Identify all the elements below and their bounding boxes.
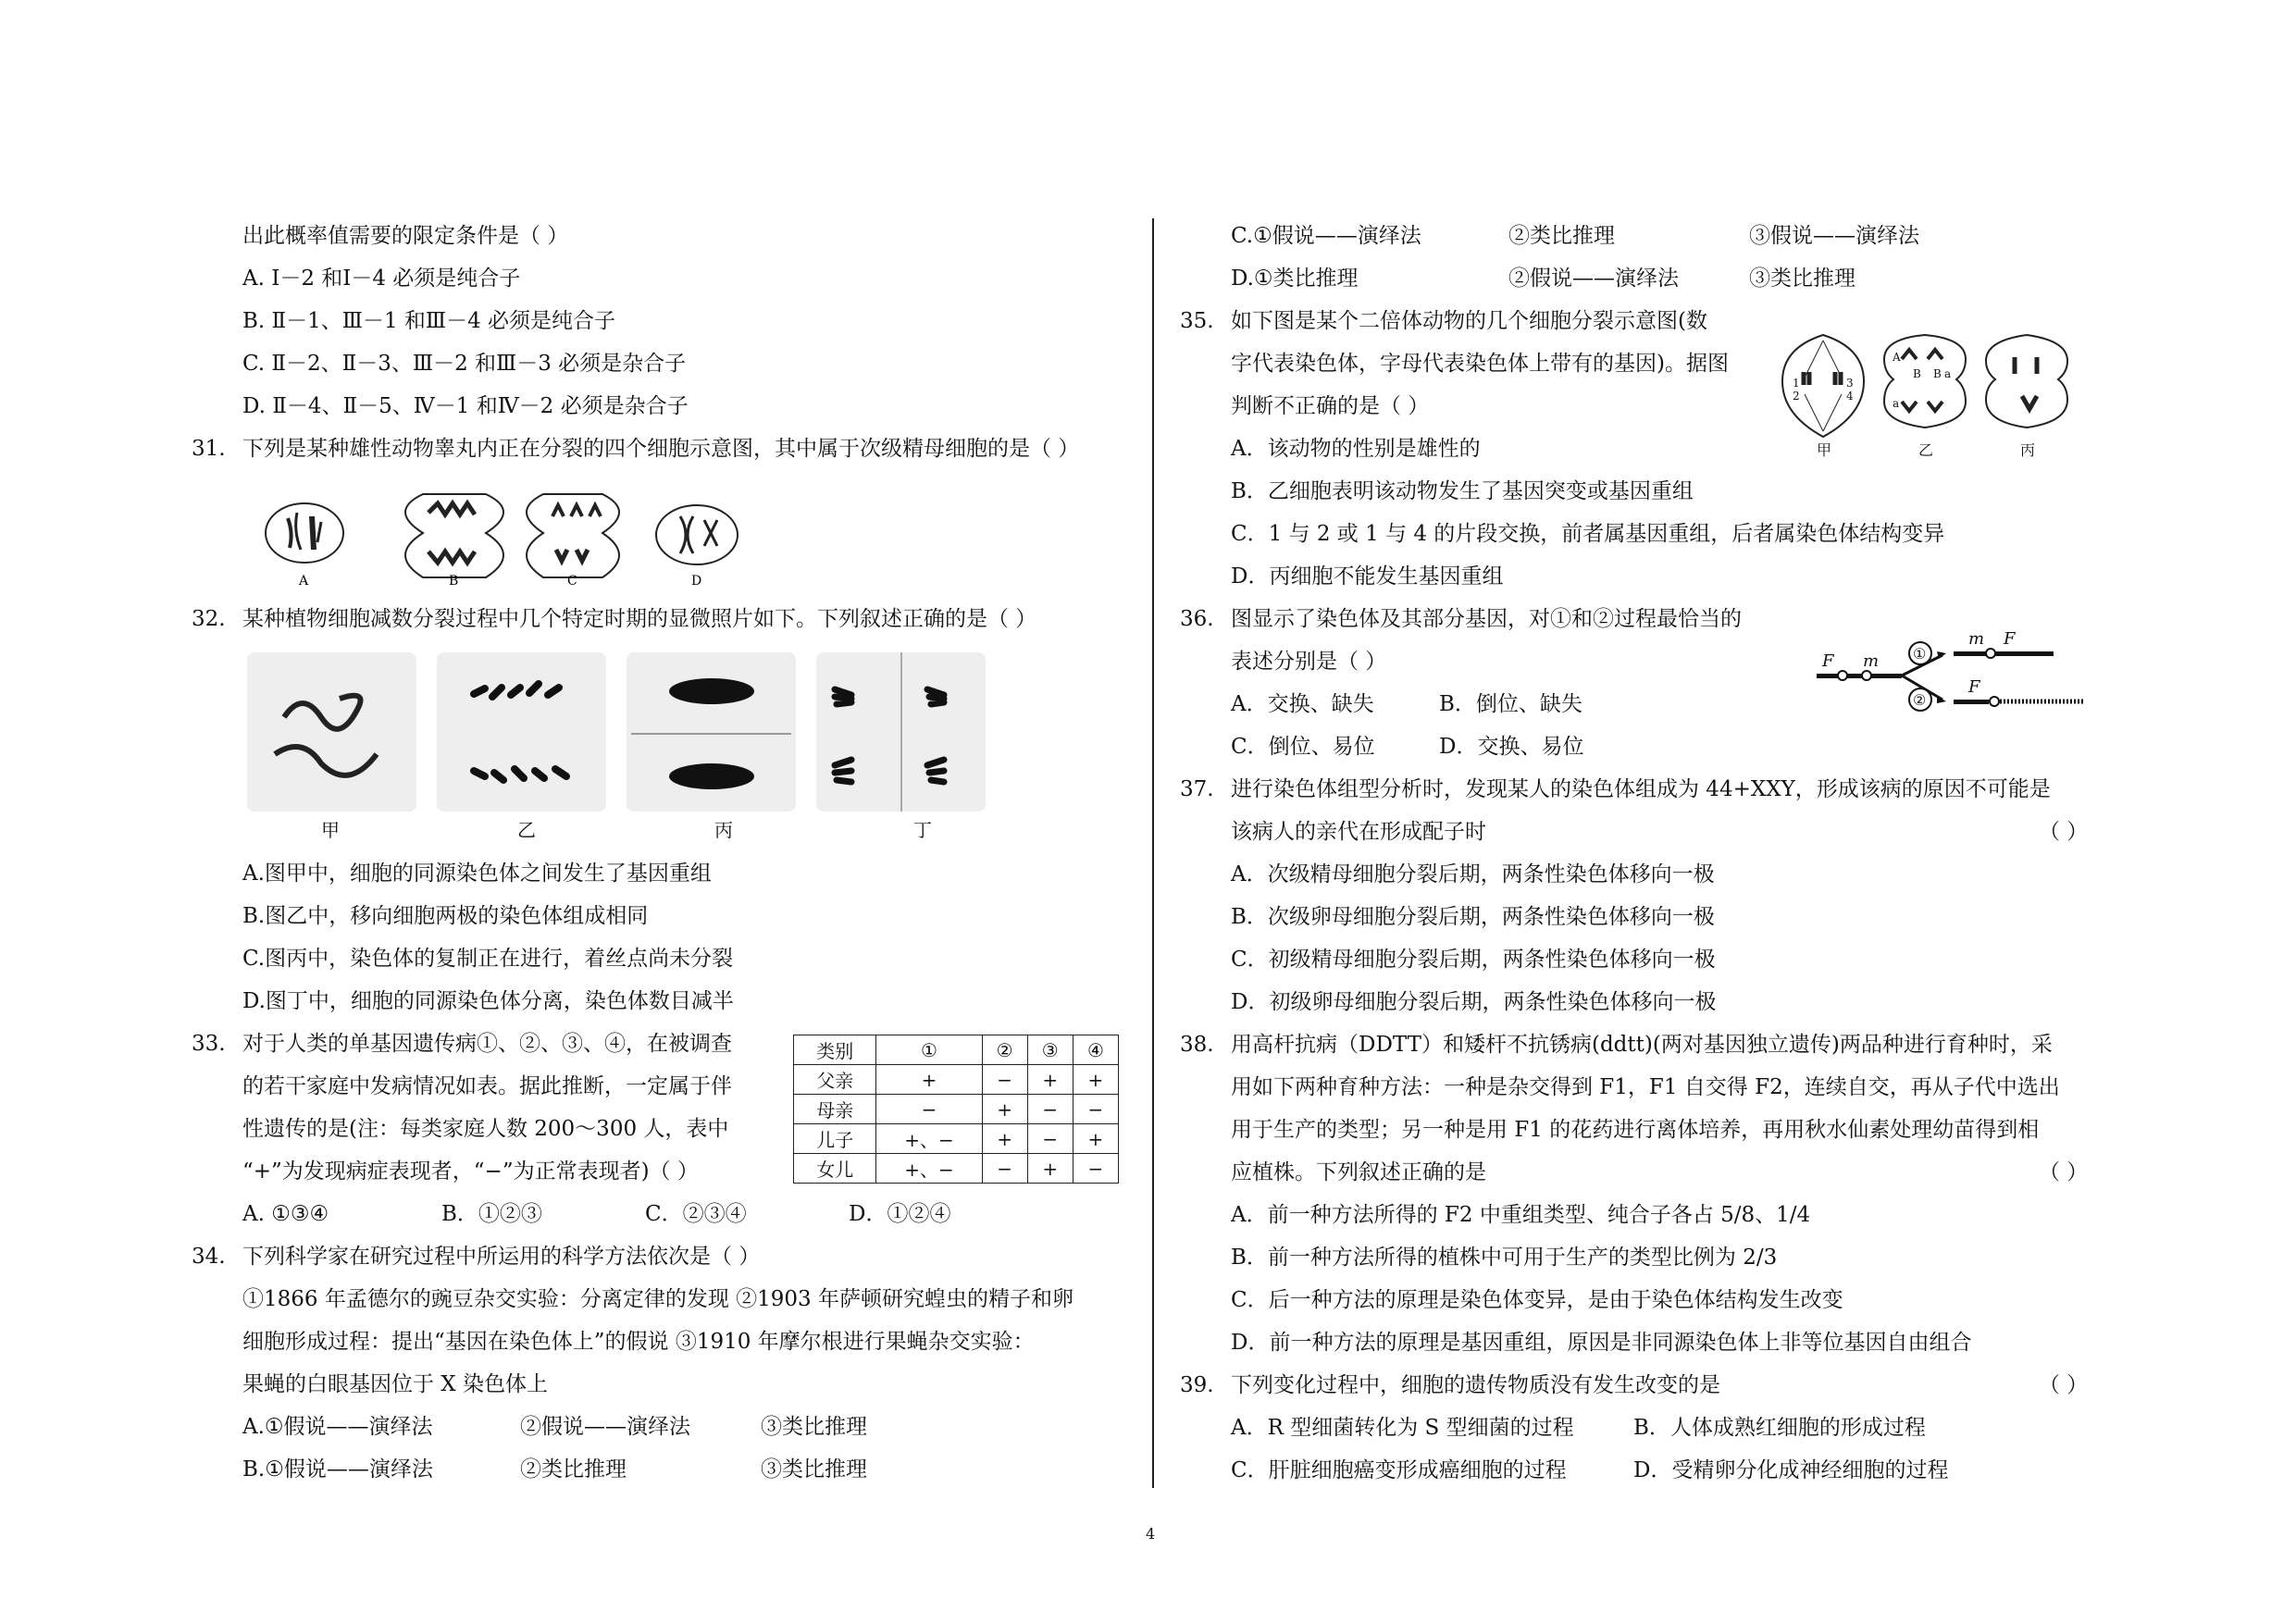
q32-photo-jia <box>247 652 416 812</box>
q37-option-c: C．初级精母细胞分裂后期，两条性染色体移向一极 <box>1231 948 1716 972</box>
q35-cell-bing <box>1986 335 2067 428</box>
q38-stem-line-1: 用高杆抗病（DDTT）和矮杆不抗锈病(ddtt)(两对基因独立遗传)两品种进行育种时，采 <box>1231 1033 2053 1057</box>
table-cell: − <box>1027 1095 1073 1124</box>
q34-option-b-3: ③类比推理 <box>761 1457 867 1481</box>
q31-number: 31. <box>192 437 226 461</box>
table-cell: 母亲 <box>794 1095 876 1124</box>
q35-stem-line-2: 字代表染色体，字母代表染色体上带有的基因)。据图 <box>1231 352 1729 376</box>
q32-label-bing: 丙 <box>714 819 733 841</box>
q34-option-d-1: D.①类比推理 <box>1231 267 1359 291</box>
q34-option-a-3: ③类比推理 <box>761 1415 867 1439</box>
q33-stem-line-1: 对于人类的单基因遗传病①、②、③、④，在被调查 <box>242 1032 732 1056</box>
q38-answer-bracket: （ ） <box>2039 1160 2089 1184</box>
q34-option-b-2: ②类比推理 <box>520 1457 627 1481</box>
q35-label-yi: 乙 <box>1918 441 1934 459</box>
q38-option-a: A．前一种方法所得的 F2 中重组类型、纯合子各占 5/8、1/4 <box>1231 1203 1811 1227</box>
q34-number: 34. <box>192 1245 226 1269</box>
table-row <box>794 1035 1119 1065</box>
q35-cell-yi <box>1884 335 1966 428</box>
q35-label-jia: 甲 <box>1817 441 1832 459</box>
q35-mark-b2: B <box>1933 367 1942 380</box>
q31-cell-a <box>266 503 343 563</box>
q35-mark-a1: A <box>1893 351 1901 364</box>
q35-option-c: C．1 与 2 或 1 与 4 的片段交换，前者属基因重组，后者属染色体结构变异 <box>1231 522 1945 546</box>
table-cell: − <box>982 1154 1027 1184</box>
q33-table <box>793 1035 1119 1184</box>
q35-mark-2: 2 <box>1793 390 1800 403</box>
q33-stem-line-3: 性遗传的是(注：每类家庭人数 200～300 人，表中 <box>242 1117 729 1141</box>
table-cell: 儿子 <box>794 1124 876 1154</box>
q36-mark-f2: F <box>2004 629 2016 649</box>
q33-stem-line-4: “+”为发现病症表现者，“−”为正常表现者)（ ） <box>242 1159 699 1184</box>
q37-option-b: B．次级卵母细胞分裂后期，两条性染色体移向一极 <box>1231 905 1715 929</box>
table-cell: ③ <box>1027 1035 1073 1065</box>
q31-cell-c <box>527 494 619 577</box>
q30-option-c: C. Ⅱ－2、Ⅱ－3、Ⅲ－2 和Ⅲ－3 必须是杂合子 <box>242 352 687 376</box>
q36-mark-f1: F <box>1822 651 1834 671</box>
q36-mark-step2: ② <box>1913 691 1927 709</box>
q34-body-line-1: ①1866 年孟德尔的豌豆杂交实验：分离定律的发现 ②1903 年萨顿研究蝗虫的精子和卵 <box>242 1287 1074 1311</box>
q39-stem: 下列变化过程中，细胞的遗传物质没有发生改变的是 <box>1231 1373 1720 1397</box>
q38-stem-line-2: 用如下两种育种方法：一种是杂交得到 F1，F1 自交得 F2，连续自交，再从子代中选出 <box>1231 1075 2060 1099</box>
q34-option-d-2: ②假说——演绎法 <box>1508 267 1679 291</box>
q33-stem-line-2: 的若干家庭中发病情况如表。据此推断，一定属于伴 <box>242 1074 732 1098</box>
q34-option-d-3: ③类比推理 <box>1749 267 1855 291</box>
table-cell: 女儿 <box>794 1154 876 1184</box>
q31-label-b: B <box>449 574 459 589</box>
q30-option-a: A. Ⅰ－2 和Ⅰ－4 必须是纯合子 <box>242 267 521 291</box>
q37-answer-bracket: （ ） <box>2039 820 2089 844</box>
q39-option-d: D．受精卵分化成神经细胞的过程 <box>1633 1458 1949 1482</box>
table-row <box>794 1095 1119 1124</box>
q32-label-jia: 甲 <box>321 819 340 841</box>
table-cell: − <box>876 1095 982 1124</box>
q31-cell-b <box>405 494 503 577</box>
q36-option-c: C．倒位、易位 <box>1231 735 1375 759</box>
table-cell: ① <box>876 1035 982 1065</box>
q34-option-b-1: B.①假说——演绎法 <box>242 1457 433 1481</box>
table-cell: + <box>1073 1065 1118 1095</box>
q36-mark-step1: ① <box>1913 645 1927 663</box>
q32-photo-bing <box>627 652 796 812</box>
table-row <box>794 1124 1119 1154</box>
q35-mark-4: 4 <box>1846 390 1854 403</box>
table-cell: + <box>1027 1154 1073 1184</box>
q31-label-a: A <box>299 574 309 589</box>
q35-number: 35. <box>1180 309 1214 333</box>
q33-option-a: A. ①③④ <box>242 1202 329 1226</box>
column-divider <box>1152 218 1154 1488</box>
q37-stem-line-2: 该病人的亲代在形成配子时 <box>1231 820 1486 844</box>
q30-stem: 出此概率值需要的限定条件是（ ） <box>242 224 569 248</box>
table-cell: +、− <box>876 1124 982 1154</box>
q39-option-a: A．R 型细菌转化为 S 型细菌的过程 <box>1231 1416 1574 1440</box>
q34-body-line-3: 果蝇的白眼基因位于 X 染色体上 <box>242 1372 548 1396</box>
q33-number: 33. <box>192 1032 226 1056</box>
q34-option-c-2: ②类比推理 <box>1508 224 1615 248</box>
q32-label-yi: 乙 <box>517 819 536 841</box>
q32-option-c: C.图丙中，染色体的复制正在进行，着丝点尚未分裂 <box>242 947 734 971</box>
q38-stem-line-3: 用于生产的类型；另一种是用 F1 的花药进行离体培养，再用秋水仙素处理幼苗得到相 <box>1231 1118 2040 1142</box>
q38-number: 38. <box>1180 1033 1214 1057</box>
table-cell: 类别 <box>794 1035 876 1065</box>
q37-stem-line-1: 进行染色体组型分析时，发现某人的染色体组成为 44+XXY，形成该病的原因不可能是 <box>1231 777 2051 801</box>
q35-label-bing: 丙 <box>2020 441 2036 459</box>
table-cell: +、− <box>876 1154 982 1184</box>
q32-photo-yi <box>437 652 606 812</box>
q32-option-a: A.图甲中，细胞的同源染色体之间发生了基因重组 <box>242 862 712 886</box>
q31-cell-figures <box>247 485 987 589</box>
q39-option-b: B．人体成熟红细胞的形成过程 <box>1633 1416 1926 1440</box>
q31-label-c: C <box>567 574 577 589</box>
q36-chromosome-figure <box>1809 626 2105 737</box>
q38-option-c: C．后一种方法的原理是染色体变异，是由于染色体结构发生改变 <box>1231 1288 1843 1312</box>
q35-option-a: A．该动物的性别是雄性的 <box>1231 437 1481 461</box>
q34-option-c-1: C.①假说——演绎法 <box>1231 224 1421 248</box>
q35-mark-3: 3 <box>1846 377 1854 390</box>
q34-stem: 下列科学家在研究过程中所运用的科学方法依次是（ ） <box>242 1245 761 1269</box>
q33-option-b: B．①②③ <box>441 1202 542 1226</box>
q33-option-c: C．②③④ <box>645 1202 747 1226</box>
table-cell: − <box>1073 1095 1118 1124</box>
table-cell: + <box>1027 1065 1073 1095</box>
q37-option-a: A．次级精母细胞分裂后期，两条性染色体移向一极 <box>1231 862 1715 886</box>
q32-option-b: B.图乙中，移向细胞两极的染色体组成相同 <box>242 904 649 928</box>
q35-mark-1: 1 <box>1793 377 1800 390</box>
table-cell: + <box>876 1065 982 1095</box>
q32-option-d: D.图丁中，细胞的同源染色体分离，染色体数目减半 <box>242 989 734 1013</box>
q36-mark-m1: m <box>1863 651 1880 671</box>
table-cell: + <box>982 1124 1027 1154</box>
q35-mark-a2: a <box>1944 367 1952 380</box>
table-cell: ② <box>982 1035 1027 1065</box>
q35-option-d: D．丙细胞不能发生基因重组 <box>1231 564 1504 589</box>
q36-option-d: D．交换、易位 <box>1439 735 1584 759</box>
q33-option-d: D．①②④ <box>849 1202 951 1226</box>
table-cell: − <box>1073 1154 1118 1184</box>
q35-mark-b1: B <box>1913 367 1921 380</box>
q38-option-d: D．前一种方法的原理是基因重组，原因是非同源染色体上非等位基因自由组合 <box>1231 1331 1972 1355</box>
table-cell: + <box>1073 1124 1118 1154</box>
q38-option-b: B．前一种方法所得的植株中可用于生产的类型比例为 2/3 <box>1231 1246 1778 1270</box>
table-row <box>794 1154 1119 1184</box>
page-number: 4 <box>1146 1525 1156 1543</box>
q31-label-d: D <box>691 574 702 589</box>
q36-option-b: B．倒位、缺失 <box>1439 692 1582 716</box>
q36-number: 36. <box>1180 607 1214 631</box>
q34-option-c-3: ③假说——演绎法 <box>1749 224 1919 248</box>
q34-option-a-1: A.①假说——演绎法 <box>242 1415 433 1439</box>
q36-stem-line-1: 图显示了染色体及其部分基因，对①和②过程最恰当的 <box>1231 607 1742 631</box>
q39-answer-bracket: （ ） <box>2039 1373 2089 1397</box>
q34-body-line-2: 细胞形成过程：提出“基因在染色体上”的假说 ③1910 年摩尔根进行果蝇杂交实验： <box>242 1330 1035 1354</box>
q30-option-b: B. Ⅱ－1、Ⅲ－1 和Ⅲ－4 必须是纯合子 <box>242 309 616 333</box>
q32-label-ding: 丁 <box>913 819 932 841</box>
q30-option-d: D. Ⅱ－4、Ⅱ－5、Ⅳ－1 和Ⅳ－2 必须是杂合子 <box>242 394 689 418</box>
table-cell: 父亲 <box>794 1065 876 1095</box>
q31-cell-d <box>656 505 738 564</box>
table-row <box>794 1065 1119 1095</box>
q36-stem-line-2: 表述分别是（ ） <box>1231 650 1387 674</box>
q38-stem-line-4: 应植株。下列叙述正确的是 <box>1231 1160 1486 1184</box>
q35-cell-figures <box>1772 331 2091 461</box>
q36-mark-f3: F <box>1968 677 1980 697</box>
q37-option-d: D．初级卵母细胞分裂后期，两条性染色体移向一极 <box>1231 990 1717 1014</box>
q31-stem: 下列是某种雄性动物睾丸内正在分裂的四个细胞示意图，其中属于次级精母细胞的是（ ） <box>242 437 1080 461</box>
q32-photo-ding <box>816 652 986 812</box>
q35-mark-a3: a <box>1893 397 1900 410</box>
q32-number: 32. <box>192 607 226 631</box>
table-cell: ④ <box>1073 1035 1118 1065</box>
table-cell: − <box>982 1065 1027 1095</box>
q36-mark-m2: m <box>1968 629 1985 649</box>
q37-number: 37. <box>1180 777 1214 801</box>
q35-stem-line-3: 判断不正确的是（ ） <box>1231 394 1430 418</box>
q39-option-c: C．肝脏细胞癌变形成癌细胞的过程 <box>1231 1458 1567 1482</box>
table-cell: − <box>1027 1124 1073 1154</box>
q35-option-b: B．乙细胞表明该动物发生了基因突变或基因重组 <box>1231 479 1694 503</box>
q36-option-a: A．交换、缺失 <box>1231 692 1374 716</box>
q34-option-a-2: ②假说——演绎法 <box>520 1415 690 1439</box>
q39-number: 39. <box>1180 1373 1214 1397</box>
q35-stem-line-1: 如下图是某个二倍体动物的几个细胞分裂示意图(数 <box>1231 309 1707 333</box>
table-cell: + <box>982 1095 1027 1124</box>
q32-stem: 某种植物细胞减数分裂过程中几个特定时期的显微照片如下。下列叙述正确的是（ ） <box>242 607 1037 631</box>
